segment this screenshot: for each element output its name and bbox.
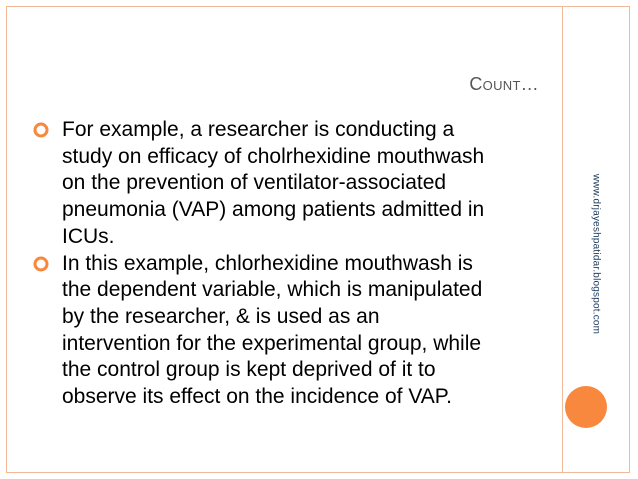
bullet-line: study on efficacy of cholrhexidine mouthwash [62, 144, 485, 168]
bullet-line: observe its effect on the incidence of VAP. [62, 385, 452, 409]
bullet-line: the dependent variable, which is manipulated [62, 278, 483, 302]
sidebar-url: www.drjayeshpatidar.blogspot.com [590, 173, 602, 335]
bullet-line: the control group is kept deprived of it to [62, 358, 436, 382]
bullet-line: pneumonia (VAP) among patients admitted in [62, 198, 485, 222]
bullet-line: ICUs. [62, 224, 115, 248]
slide-title: Count… [469, 74, 539, 94]
bullet-line: by the researcher, & is used as an [62, 304, 380, 328]
orange-circle-icon [565, 386, 607, 428]
slide-body [32, 117, 562, 411]
bullet-line: on the prevention of ventilator-associated [62, 171, 447, 195]
bullet-line: For example, a researcher is conducting a [62, 118, 455, 141]
bullet-line: In this example, chlorhexidine mouthwash is [62, 251, 473, 275]
bullet-line: intervention for the experimental group, while [62, 331, 482, 355]
ring-bullet-icon [32, 121, 50, 139]
sidebar-divider [562, 6, 563, 473]
bullet-item [32, 251, 562, 411]
ring-bullet-icon [32, 255, 50, 273]
bullet-item [32, 117, 562, 251]
